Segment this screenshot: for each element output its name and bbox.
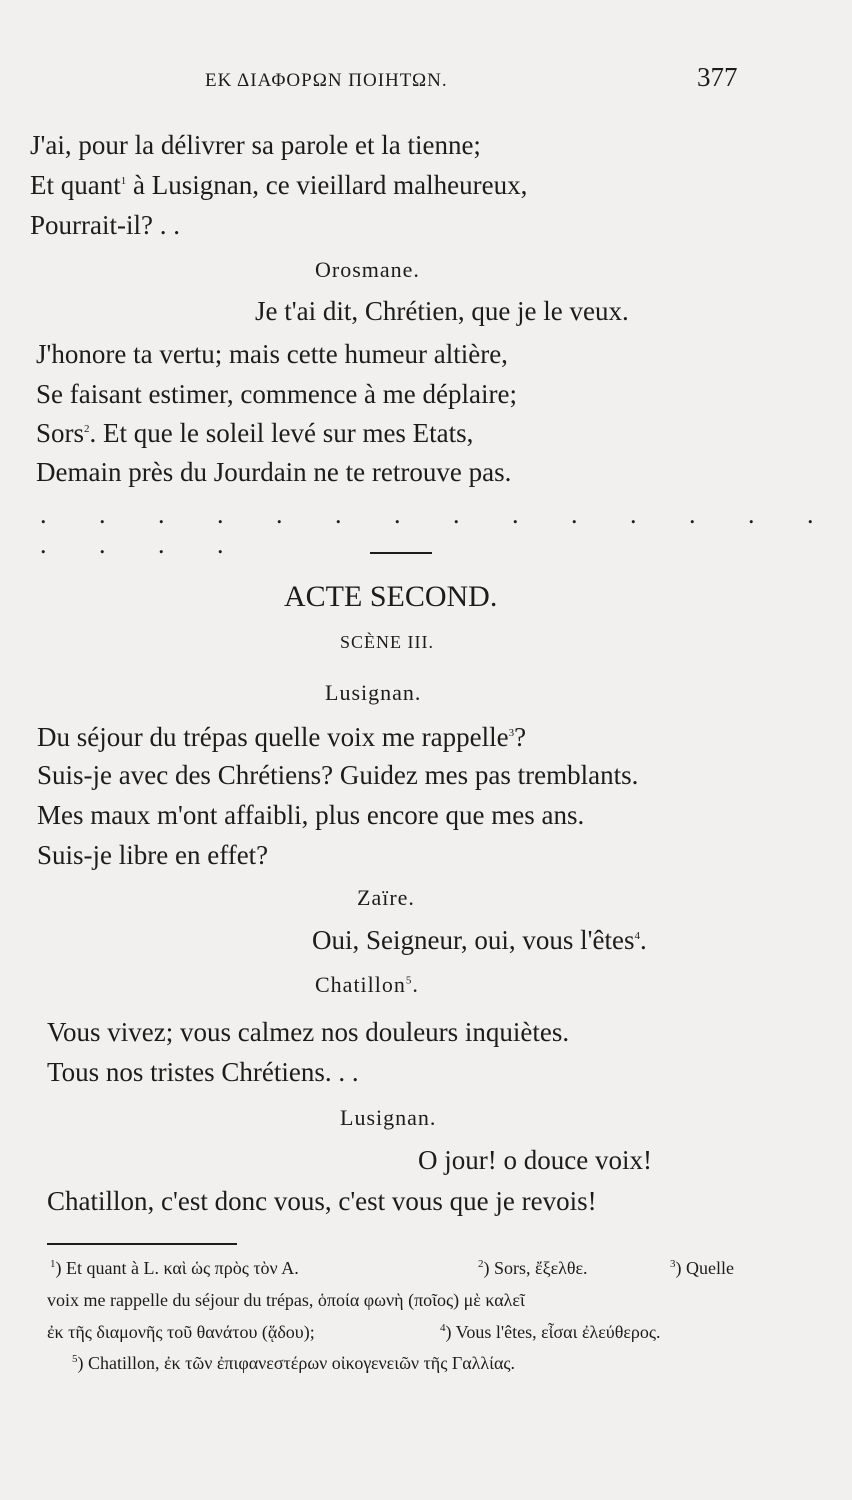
verse-line: J'honore ta vertu; mais cette humeur altière,: [36, 339, 508, 369]
verse-line: Suis-je avec des Chrétiens? Guidez mes pas tremblants.: [37, 760, 639, 790]
verse-line: Suis-je libre en effet?: [37, 840, 269, 870]
verse-line: Du séjour du trépas quelle voix me rappelle$^3$?: [37, 722, 527, 752]
page-number: 377: [697, 62, 738, 92]
footnote: $^4$) Vous l'êtes, εἶσαι ἐλεύθερος.: [440, 1322, 661, 1342]
footnote: $^3$) Quelle: [670, 1258, 734, 1278]
running-head: ΕΚ ΔΙΑΦΟΡΩΝ ΠΟΙΗΤΩΝ.: [205, 70, 448, 91]
ellipsis-row: . . . . . . . . . . . . . . . . . .: [40, 500, 837, 559]
speaker-name: Orosmane.: [315, 257, 420, 282]
verse-line: Pourrait-il? . .: [30, 210, 180, 240]
verse-line: Chatillon, c'est donc vous, c'est vous que je revois!: [47, 1186, 597, 1216]
verse-line: Je t'ai dit, Chrétien, que je le veux.: [255, 296, 629, 326]
footnote-marker: 3: [508, 727, 515, 739]
footnote-marker: 4: [634, 930, 640, 942]
verse-line: Vous vivez; vous calmez nos douleurs inquiètes.: [47, 1017, 570, 1047]
verse-line: J'ai, pour la délivrer sa parole et la tienne;: [30, 130, 481, 160]
act-title: ACTE SECOND.: [284, 580, 498, 613]
footnote: $^2$) Sors, ἔξελθε.: [478, 1258, 588, 1278]
verse-line: Tous nos tristes Chrétiens. . .: [47, 1057, 359, 1087]
verse-line: Mes maux m'ont affaibli, plus encore que mes ans.: [37, 800, 585, 830]
speaker-name: Zaïre.: [357, 885, 415, 910]
verse-line: Oui, Seigneur, oui, vous l'êtes$^4$.: [312, 925, 647, 955]
verse-line: Se faisant estimer, commence à me déplaire;: [36, 379, 517, 409]
footnote-marker: 5: [405, 974, 413, 987]
footnote-rule: [47, 1243, 237, 1245]
footnote-marker: 1: [120, 175, 127, 187]
speaker-name: Lusignan.: [340, 1105, 437, 1130]
verse-line: Sors$^2$. Et que le soleil levé sur mes Etats,: [36, 418, 474, 448]
verse-line: Demain près du Jourdain ne te retrouve pas.: [36, 457, 512, 487]
verse-line: Et quant$^1$ à Lusignan, ce vieillard malheureux,: [30, 170, 528, 200]
speaker-name: Chatillon$^5$.: [315, 972, 419, 997]
scene-title: SCÈNE III.: [340, 632, 434, 652]
footnote: $^5$) Chatillon, ἐκ τῶν ἐπιφανεστέρων οἰκογενειῶν τῆς Γαλλίας.: [72, 1353, 516, 1373]
footnote: voix me rappelle du séjour du trépas, ὁποία φωνὴ (ποῖος) μὲ καλεῖ: [47, 1290, 525, 1310]
footnote-marker: 2: [84, 423, 90, 435]
footnote: $^1$) Et quant à L. καὶ ὡς πρὸς τὸν Α.: [50, 1258, 299, 1278]
footnote: ἐκ τῆς διαμονῆς τοῦ θανάτου (ᾅδου);: [47, 1322, 315, 1342]
speaker-name: Lusignan.: [325, 680, 422, 705]
section-divider: [370, 552, 432, 554]
verse-line: O jour! o douce voix!: [418, 1145, 652, 1175]
